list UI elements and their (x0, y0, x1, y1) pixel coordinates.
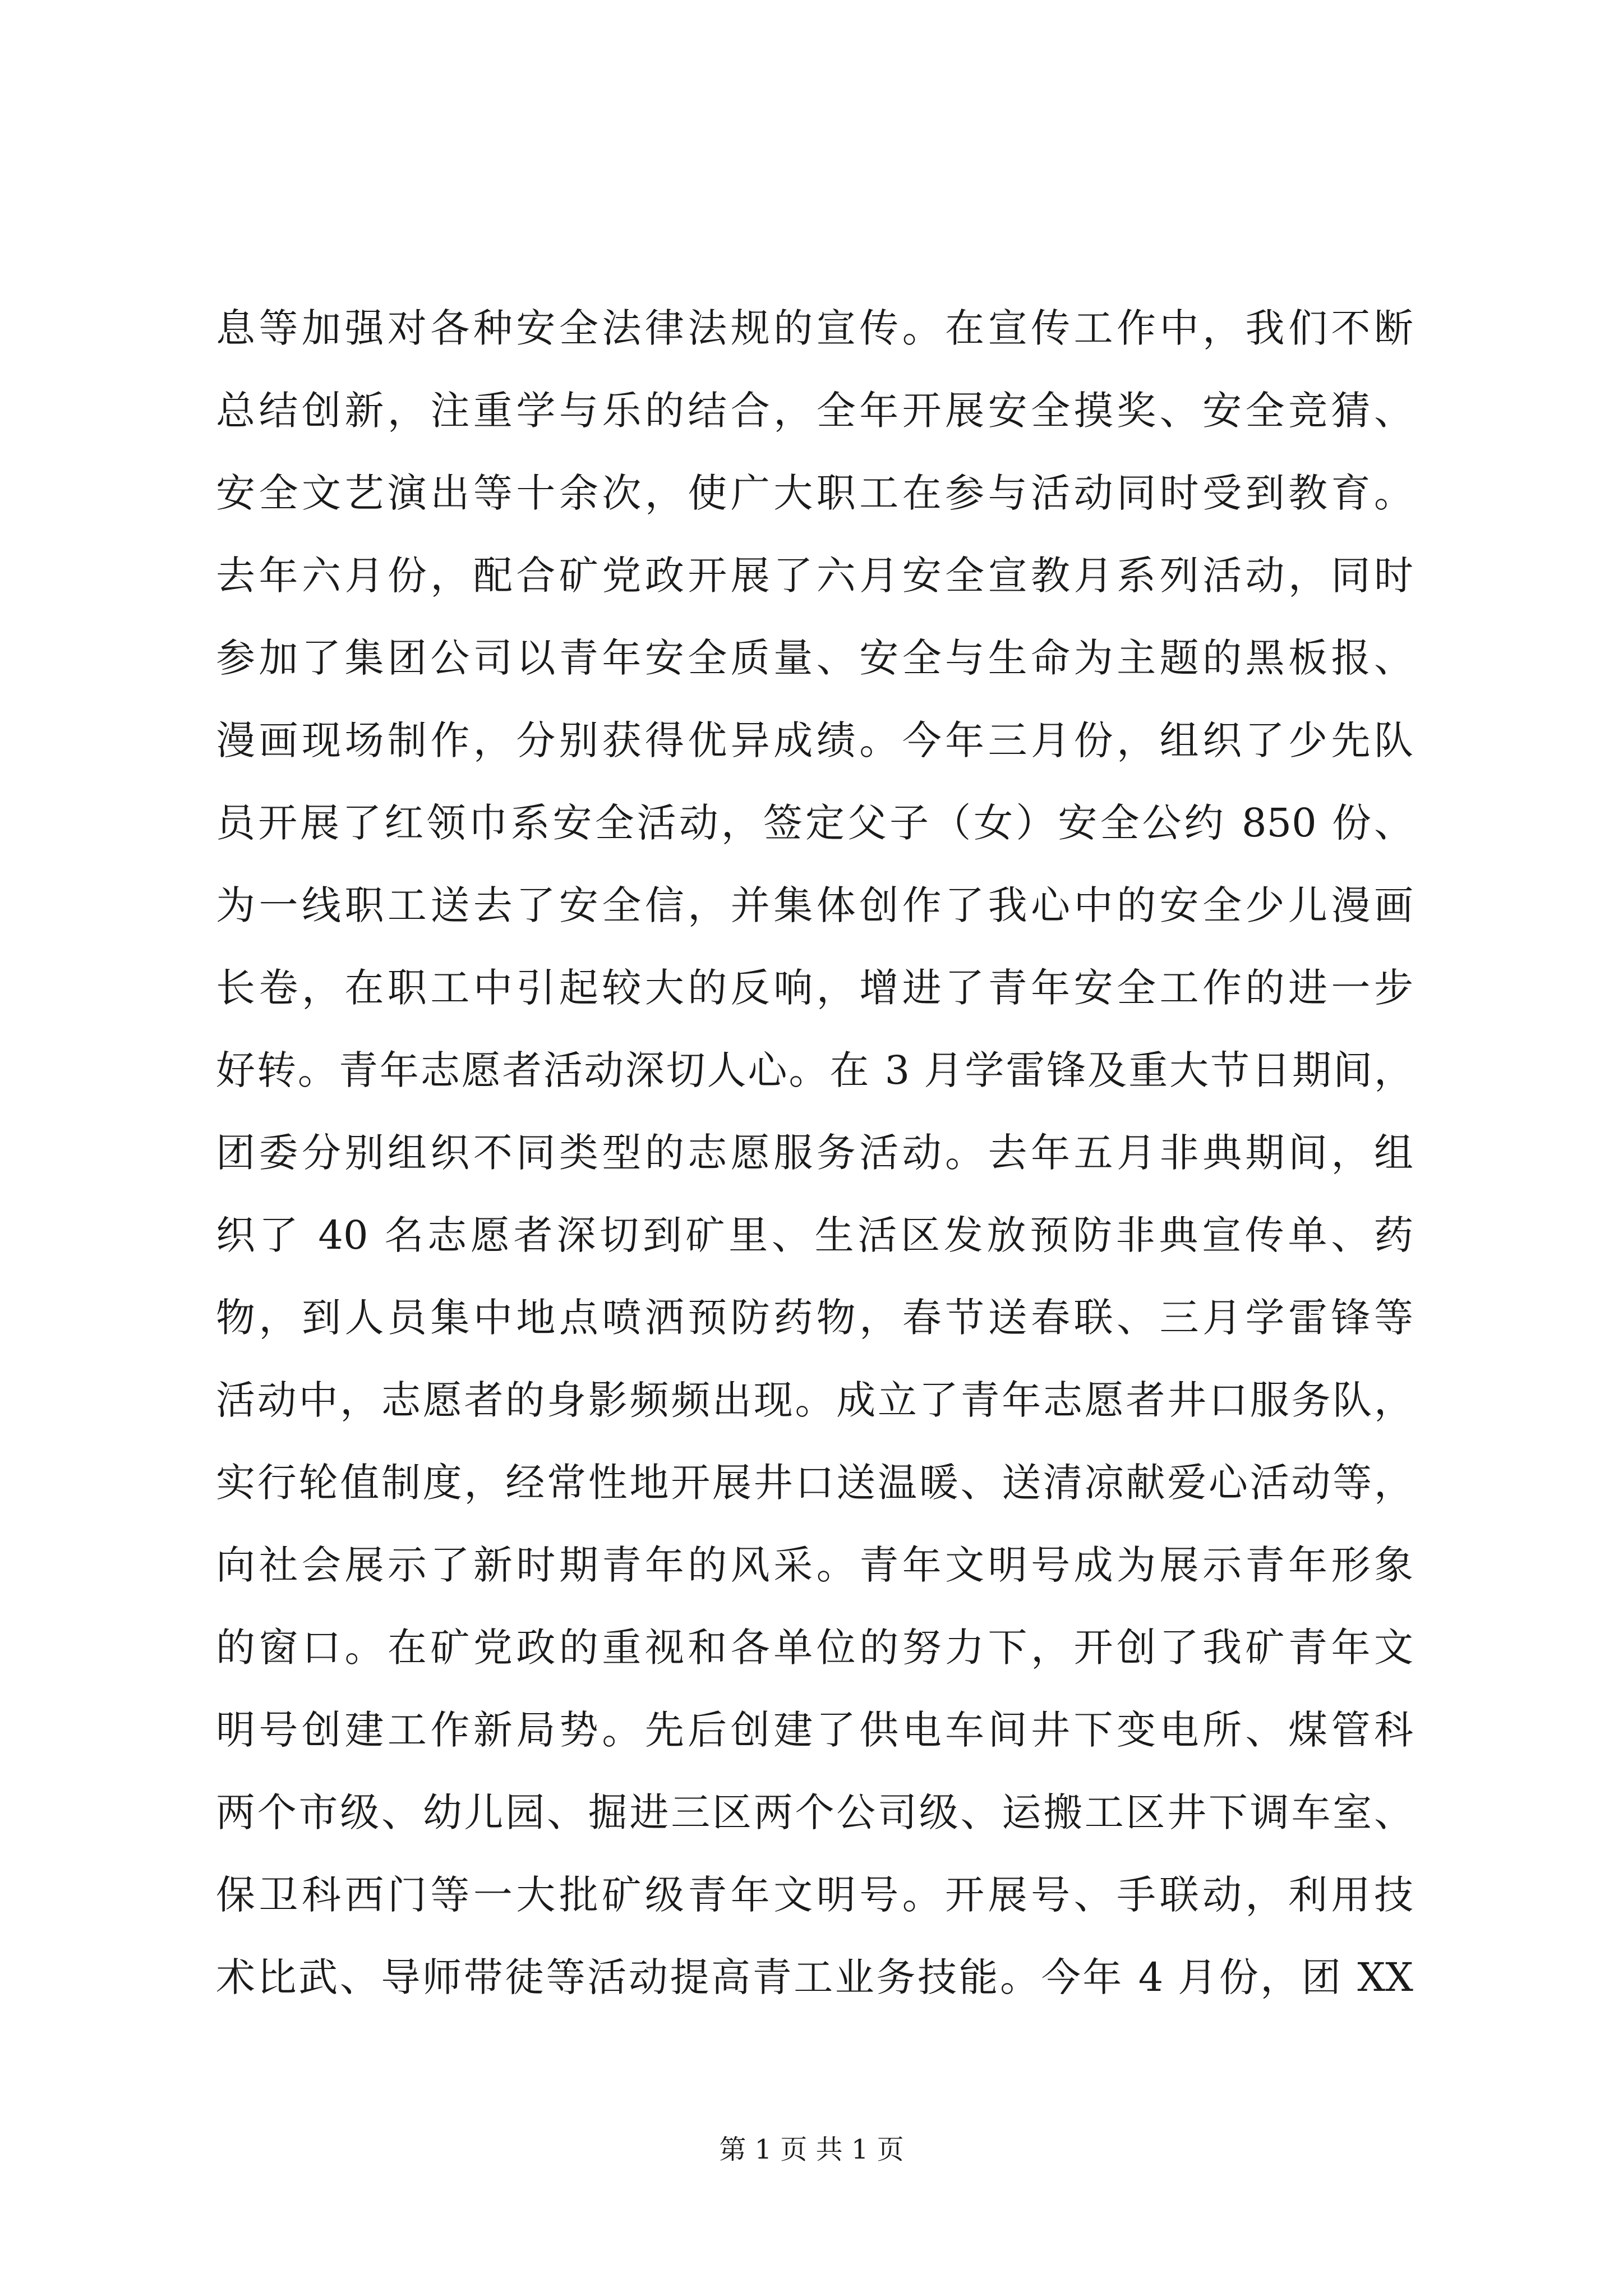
text-line: 术比武、导师带徒等活动提高青工业务技能。今年 4 月份，团 XX (216, 1954, 1413, 2000)
body-text (216, 287, 1413, 2019)
text-line: 参加了集团公司以青年安全质量、安全与生命为主题的黑板报、 (216, 635, 1413, 681)
text-line: 为一线职工送去了安全信，并集体创作了我心中的安全少儿漫画 (216, 882, 1413, 928)
text-line: 漫画现场制作，分别获得优异成绩。今年三月份，组织了少先队 (216, 717, 1413, 763)
text-line: 的窗口。在矿党政的重视和各单位的努力下，开创了我矿青年文 (216, 1625, 1413, 1671)
page-number-label: 第 1 页 共 1 页 (719, 2134, 904, 2165)
text-line: 明号创建工作新局势。先后创建了供电车间井下变电所、煤管科 (216, 1707, 1413, 1753)
page-footer (0, 2132, 1623, 2168)
text-line: 实行轮值制度，经常性地开展井口送温暖、送清凉献爱心活动等， (216, 1460, 1413, 1506)
text-line: 保卫科西门等一大批矿级青年文明号。开展号、手联动，利用技 (216, 1872, 1413, 1918)
text-line: 员开展了红领巾系安全活动，签定父子（女）安全公约 850 份、 (216, 800, 1413, 846)
text-line: 活动中，志愿者的身影频频出现。成立了青年志愿者井口服务队， (216, 1377, 1413, 1423)
text-line: 团委分别组织不同类型的志愿服务活动。去年五月非典期间，组 (216, 1130, 1413, 1176)
text-line: 物，到人员集中地点喷洒预防药物，春节送春联、三月学雷锋等 (216, 1295, 1413, 1341)
text-line: 向社会展示了新时期青年的风采。青年文明号成为展示青年形象 (216, 1542, 1413, 1588)
text-line: 好转。青年志愿者活动深切人心。在 3 月学雷锋及重大节日期间， (216, 1047, 1413, 1093)
text-line: 息等加强对各种安全法律法规的宣传。在宣传工作中，我们不断 (216, 305, 1413, 351)
text-line: 织了 40 名志愿者深切到矿里、生活区发放预防非典宣传单、药 (216, 1212, 1413, 1258)
text-line: 去年六月份，配合矿党政开展了六月安全宣教月系列活动，同时 (216, 553, 1413, 599)
text-line: 总结创新，注重学与乐的结合，全年开展安全摸奖、安全竞猜、 (216, 388, 1413, 434)
text-line: 长卷，在职工中引起较大的反响，增进了青年安全工作的进一步 (216, 965, 1413, 1011)
text-line: 两个市级、幼儿园、掘进三区两个公司级、运搬工区井下调车室、 (216, 1789, 1413, 1835)
text-line: 安全文艺演出等十余次，使广大职工在参与活动同时受到教育。 (216, 470, 1413, 516)
